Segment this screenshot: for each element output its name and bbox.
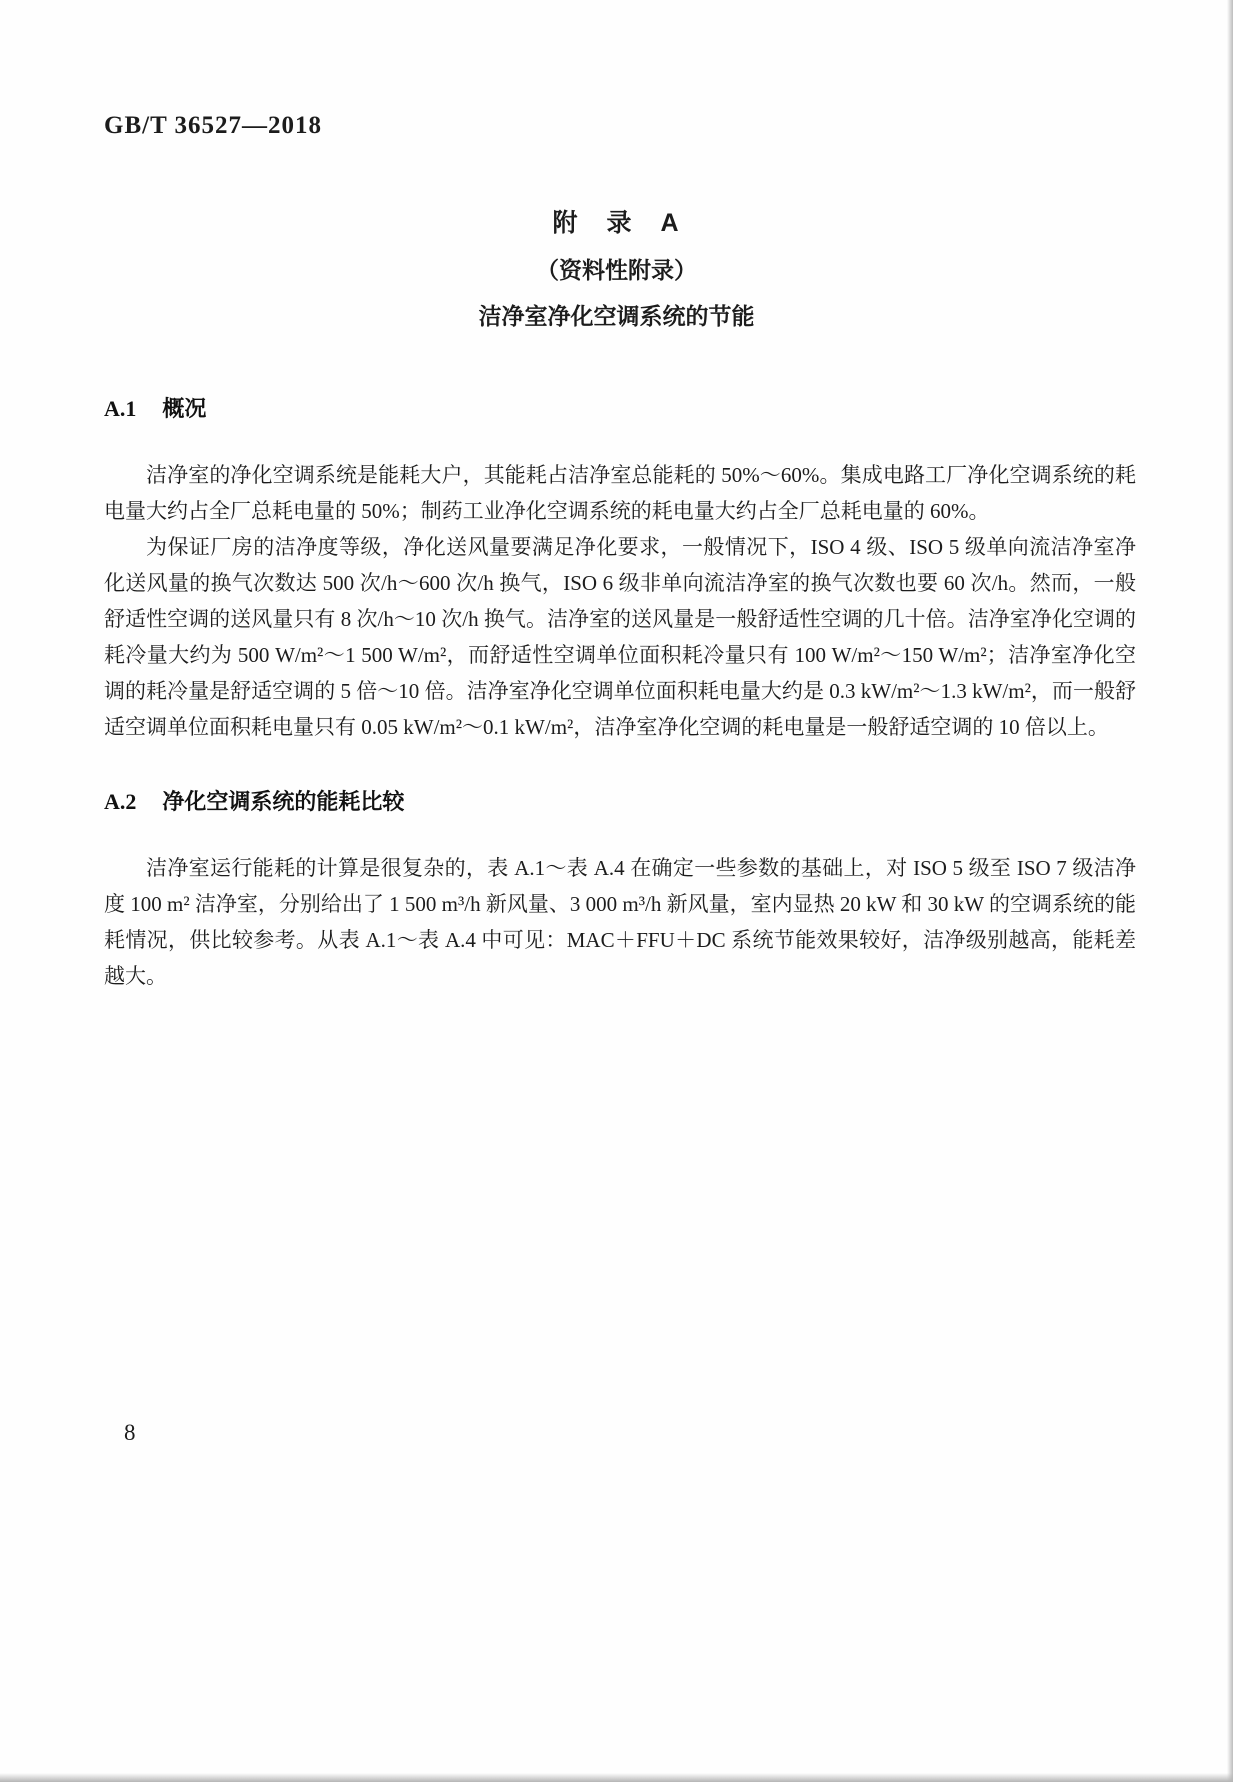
scan-edge-right <box>1227 0 1233 1782</box>
body-content <box>104 392 1136 998</box>
section-heading-a1 <box>104 392 1136 423</box>
standard-code: GB/T 36527—2018 <box>104 112 323 139</box>
section-title: 概况 <box>162 396 207 421</box>
paragraph: 为保证厂房的洁净度等级，净化送风量要满足净化要求，一般情况下，ISO 4 级、ISO 5 级单向流洁净室净化送风量的换气次数达 500 次/h～600 次/h 换气，ISO 6 级非单向流洁净室的换气次数也要 60 次/h。然而，一般舒适性空调的送风量只有 8 次/h～10 次/h 换气。洁净室的送风量是一般舒适性空调的几十倍。洁净室净化空调的耗冷量大约为 500 W/m²～1 500 W/m²，而舒适性空调单位面积耗冷量只有 100 W/m²～150 W/m²；洁净室净化空调的耗冷量是舒适空调的 5 倍～10 倍。洁净室净化空调单位面积耗电量大约是 0.3 kW/m²～1.3 kW/m²，而一般舒适空调单位面积耗电量只有 0.05 kW/m²～0.1 kW/m²，洁净室净化空调的耗电量是一般舒适空调的 10 倍以上。 <box>104 535 1136 739</box>
paragraph: 洁净室运行能耗的计算是很复杂的，表 A.1～表 A.4 在确定一些参数的基础上，对 ISO 5 级至 ISO 7 级洁净度 100 m² 洁净室，分别给出了 1 500 m³/h 新风量、3 000 m³/h 新风量，室内显热 20 kW 和 30 kW 的空调系统的能耗情况，供比较参考。从表 A.1～表 A.4 中可见：MAC＋FFU＋DC 系统节能效果较好，洁净级别越高，能耗差越大。 <box>104 856 1136 988</box>
section-a2-paragraphs <box>104 850 1136 994</box>
scan-edge-bottom <box>0 1773 1233 1782</box>
appendix-subtitle: （资料性附录） <box>536 257 697 283</box>
appendix-name: 洁净室净化空调系统的节能 <box>478 303 755 329</box>
section-number: A.1 <box>104 396 137 421</box>
section-heading-a2 <box>104 785 1136 816</box>
section-a1-paragraphs <box>104 457 1136 745</box>
appendix-title: 附 录 A <box>552 209 681 237</box>
section-title: 净化空调系统的能耗比较 <box>162 789 405 814</box>
appendix-title-block <box>0 203 1233 331</box>
page-number: 8 <box>124 1420 136 1445</box>
section-number: A.2 <box>104 789 137 814</box>
paragraph: 洁净室的净化空调系统是能耗大户，其能耗占洁净室总能耗的 50%～60%。集成电路工厂净化空调系统的耗电量大约占全厂总耗电量的 50%；制药工业净化空调系统的耗电量大约占全厂总耗电量的 60%。 <box>104 463 1136 523</box>
